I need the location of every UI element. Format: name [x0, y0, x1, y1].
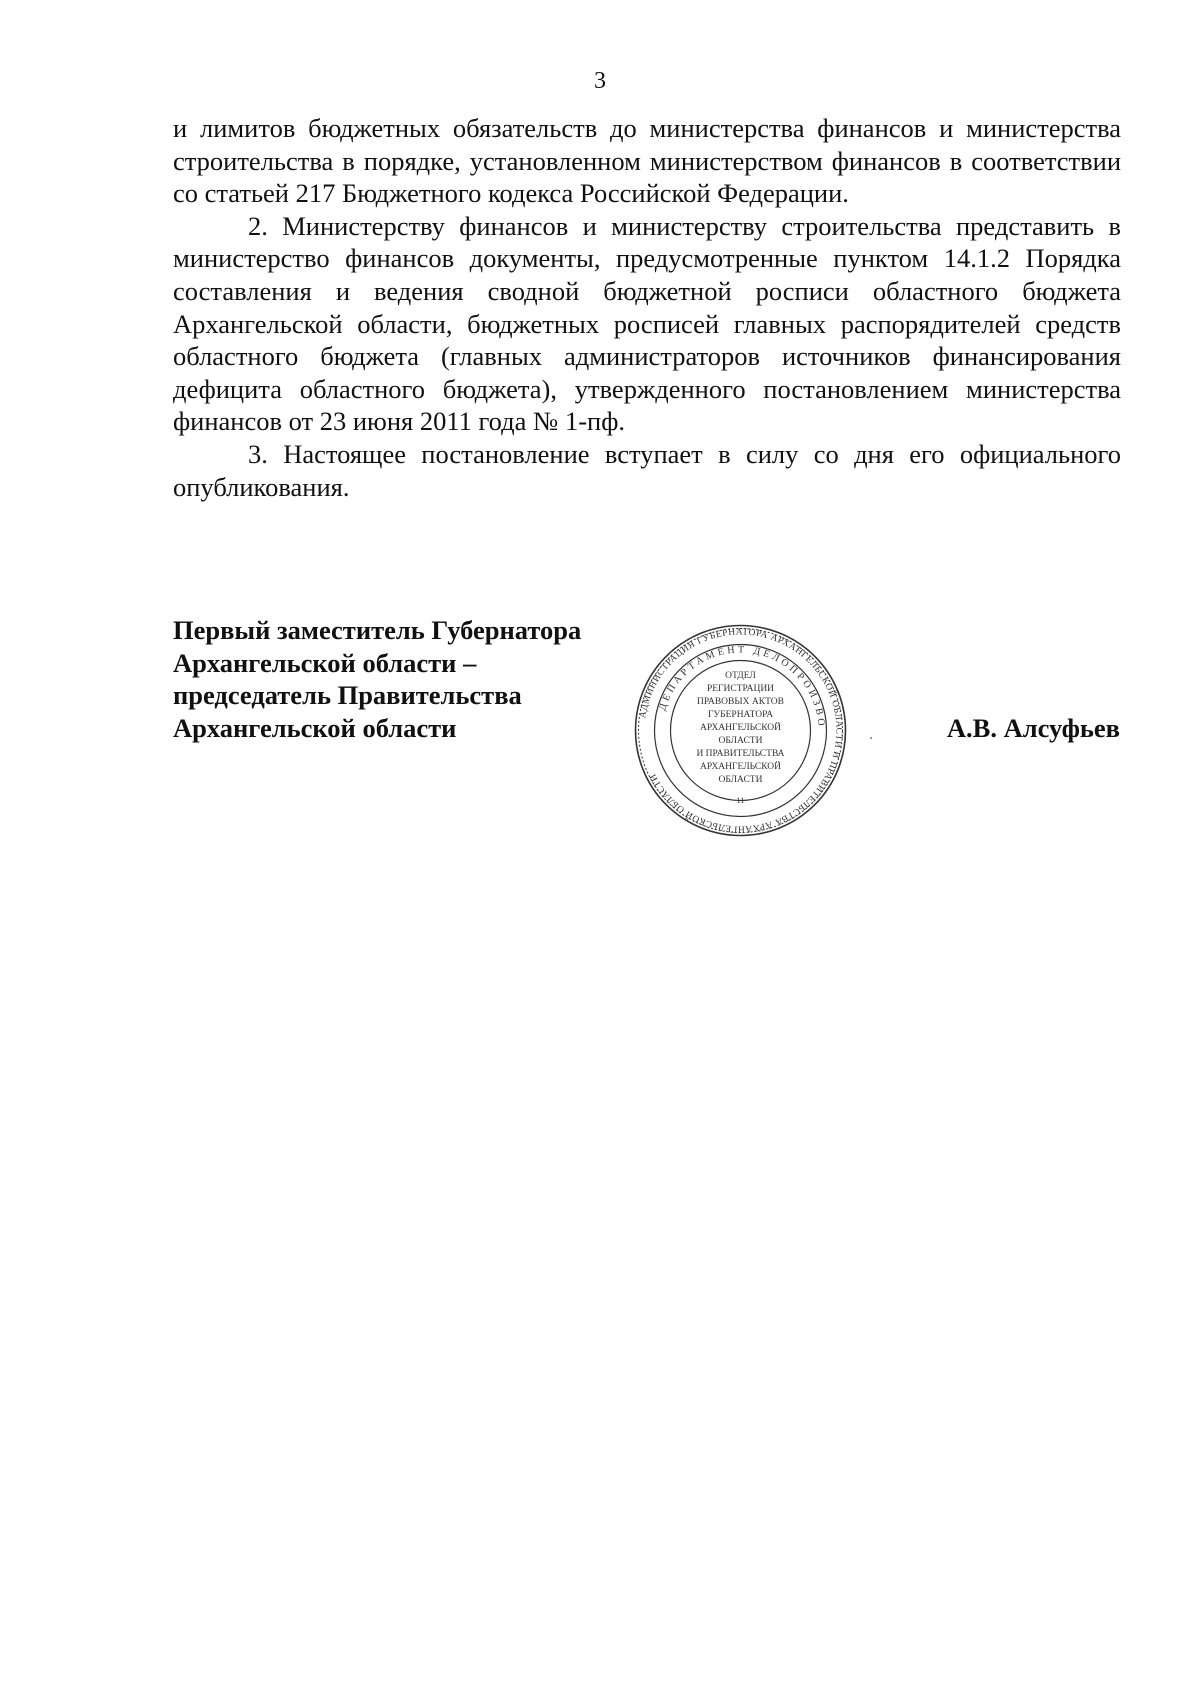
paragraph-item-2: 2. Министерству финансов и министерству строительства представить в министерство финансов документы, предусмотренные пунктом 14.1.2 Порядка составления и ведения сводной бюджетной росписи областного бюджета Архангельской области, бюджетных росписей главных распорядителей средств областного бюджета (главных администраторов источников финансирования дефицита областного бюджета), утвержденного постановлением министерства финансов от 23 июня 2011 года № 1-пф. — [173, 210, 1121, 437]
stamp-bottom-mark: 11 — [736, 796, 745, 805]
signatory-name: А.В. Алсуфьев — [946, 713, 1120, 743]
official-registration-stamp — [633, 623, 848, 838]
stamp-ring-text: ДЕПАРТАМЕНТ ДЕЛОПРОИЗВО — [657, 644, 827, 729]
document-body — [173, 112, 1121, 503]
signatory-position — [173, 614, 643, 744]
stamp-inner-line: ГУБЕРНАТОРА — [707, 710, 774, 720]
position-line: Архангельской области – — [173, 647, 477, 678]
position-line: Архангельской области — [173, 712, 457, 743]
stamp-inner-line: ПРАВОВЫХ АКТОВ — [697, 697, 784, 707]
stamp-inner-line: ОБЛАСТИ — [718, 775, 763, 785]
stamp-inner-line: РЕГИСТРАЦИИ — [706, 684, 775, 694]
stamp-outer-text: АДМИНИСТРАЦИЯ ГУБЕРНАТОРА АРХАНГЕЛЬСКОЙ ОБЛАСТИ И ПРАВИТЕЛЬСТВА АРХАНГЕЛЬСКОЙ ОБЛАСТИ — [638, 627, 844, 834]
scan-dot — [870, 737, 872, 739]
stamp-inner-line: АРХАНГЕЛЬСКОЙ — [699, 762, 782, 772]
stamp-inner-line: АРХАНГЕЛЬСКОЙ — [699, 723, 782, 733]
position-line: Первый заместитель Губернатора — [173, 615, 582, 645]
stamp-inner-line: ОБЛАСТИ — [718, 736, 763, 746]
paragraph-continuation: и лимитов бюджетных обязательств до министерства финансов и министерства строительства в порядке, установленном министерством финансов в соответствии со статьей 217 Бюджетного кодекса Российской Федерации. — [173, 113, 1121, 209]
stamp-inner-line: ОТДЕЛ — [725, 671, 756, 681]
paragraph-item-3: 3. Настоящее постановление вступает в силу со дня его официального опубликования. — [173, 438, 1121, 502]
stamp-seal-graphic — [633, 623, 848, 838]
page-number: 3 — [594, 68, 606, 94]
position-line: председатель Правительства — [173, 680, 522, 711]
stamp-inner-line: И ПРАВИТЕЛЬСТВА — [696, 749, 785, 759]
